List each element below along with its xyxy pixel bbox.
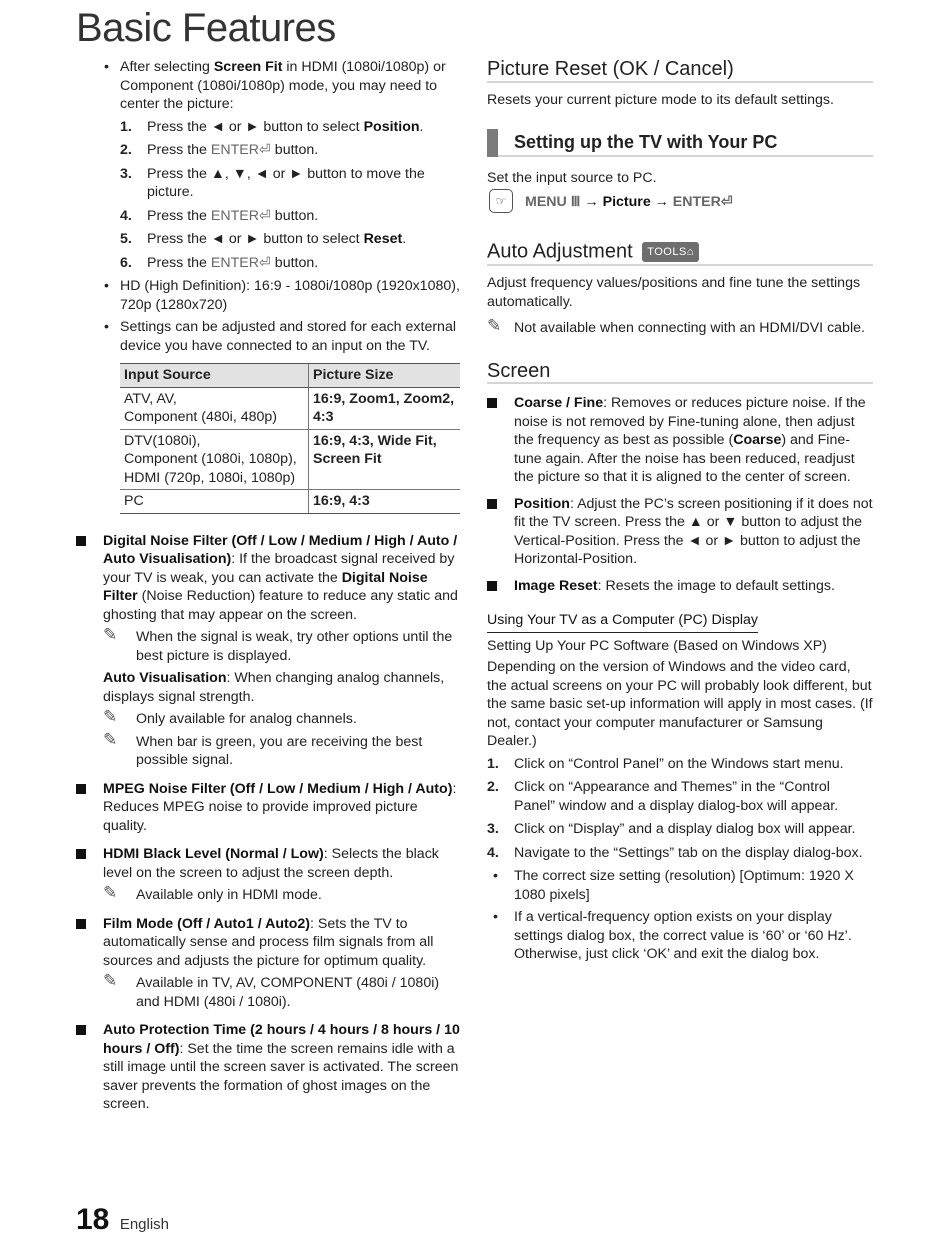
step-text: Press the [147, 207, 211, 224]
step-text: . [419, 118, 424, 135]
hd-bullet: • HD (High Definition): 16:9 - 1080i/1080p (1920x1080), 720p (1280x720) [76, 277, 462, 314]
cell-line: PC [124, 493, 144, 509]
step-item [487, 820, 873, 839]
section-text: : If the broadcast signal received by your TV is weak, you can activate the [103, 551, 455, 586]
note [103, 971, 462, 1011]
digital-noise-filter-section [76, 532, 462, 770]
step-bold: Reset [363, 231, 403, 247]
step-text: Click on “Display” and a display dialog box will appear. [514, 821, 856, 837]
pc-display-paragraph: Depending on the version of Windows and the video card, the actual screens on your PC will probably look different, but the same basic set-up information will apply in most cases. (If not, contact your computer manufacturer or Samsung Dealer.) [487, 659, 873, 749]
table-header-row [120, 364, 460, 388]
note [103, 883, 462, 905]
note-text: Only available for analog channels. [136, 711, 357, 727]
tools-badge: TOOLS⌂ [642, 242, 699, 263]
step-number: 1. [120, 118, 132, 135]
cell-line: Component (1080i, 1080p), [124, 451, 297, 467]
pencil-icon: ✎ [103, 883, 118, 902]
note-text: Available only in HDMI mode. [136, 887, 322, 903]
cell-line: Component (480i, 480p) [124, 409, 278, 425]
step-item [76, 207, 462, 226]
step-number: 2. [120, 142, 132, 158]
table-cell-source [120, 490, 309, 514]
pencil-icon: ✎ [103, 707, 118, 726]
section-text: (Noise Reduction) feature to reduce any static and ghosting that may appear on the screen. [103, 588, 458, 623]
section-title: Position [514, 495, 570, 512]
bold-text: Screen Fit [213, 59, 283, 75]
note-text: When bar is green, you are receiving the best possible signal. [136, 733, 423, 768]
screen-heading: Screen [487, 362, 873, 385]
coarse-fine-section [487, 394, 873, 487]
step-text: Press the [147, 142, 211, 158]
position-section [487, 495, 873, 569]
left-column [76, 58, 462, 1114]
auto-protection-time-section [76, 1021, 462, 1114]
table-row [120, 490, 460, 514]
pc-display-steps [487, 755, 873, 863]
pc-display-line1: Setting Up Your PC Software (Based on Windows XP) [487, 637, 827, 654]
step-text: button. [270, 142, 319, 158]
step-item [76, 230, 462, 249]
step-text: button. [270, 254, 319, 271]
note [103, 729, 462, 770]
film-mode-section [76, 915, 462, 1012]
step-item [487, 844, 873, 863]
section-text: : Selects the black level on the screen to adjust the screen depth. [103, 846, 439, 881]
section-title: HDMI Black Level (Normal / Low) [103, 846, 324, 862]
list-item: • The correct size setting (resolution) [Optimum: 1920 X 1080 pixels] [487, 867, 873, 904]
pencil-icon: ✎ [487, 316, 502, 335]
step-text: Press the [147, 254, 211, 271]
pc-setup-text: Set the input source to PC. [487, 169, 657, 186]
pencil-icon: ✎ [103, 971, 118, 990]
step-item [76, 254, 462, 273]
step-item [76, 165, 462, 202]
note-text: Not available when connecting with an HDMI/DVI cable. [514, 320, 865, 336]
auto-adjustment-text: Adjust frequency values/positions and fine tune the settings automatically. [487, 275, 861, 310]
pc-display-heading: Using Your TV as a Computer (PC) Display [487, 611, 758, 633]
square-bullet-icon [76, 784, 86, 794]
cell-line: HDMI (720p, 1080i, 1080p) [124, 469, 296, 486]
image-reset-section [487, 577, 873, 596]
screen-fit-intro [76, 58, 462, 114]
section-text: : Sets the TV to automatically sense and process film signals from all sources and adjusts the picture for optimum quality. [103, 915, 434, 969]
text: After selecting [120, 59, 214, 75]
step-text: . [402, 231, 407, 247]
step-text: Click on “Control Panel” on the Windows start menu. [514, 755, 844, 772]
section-title: Coarse / Fine [514, 395, 604, 411]
list-item: • If a vertical-frequency option exists on your display settings dialog box, the correct value is ‘60’ or ‘60 Hz’. Otherwise, just click ‘OK’ and exit the dialog box. [487, 908, 873, 964]
step-number: 3. [487, 821, 499, 837]
enter-key-label: ENTER⏎ [210, 207, 271, 224]
auto-adjustment-heading [487, 242, 873, 267]
pencil-icon: ✎ [103, 729, 118, 749]
step-number: 4. [120, 207, 132, 224]
bold-text: Digital Noise Filter [103, 569, 428, 604]
step-number: 2. [487, 779, 499, 795]
mpeg-noise-filter-section [76, 780, 462, 836]
square-bullet-icon [487, 499, 497, 509]
section-text: ) and Fine-tune again. After the noise has been reduced, readjust the picture so that it is aligned to the center of screen. [514, 432, 855, 485]
page-number: 18 [76, 1203, 110, 1236]
info-bullets [76, 277, 462, 355]
menu-label: MENU [525, 194, 567, 210]
settings-bullet: • Settings can be adjusted and stored for each external device you have connected to an input on the TV. [76, 318, 462, 355]
section-text: : Resets the image to default settings. [597, 577, 835, 594]
step-text: Press the ▲, ▼, ◄ or ► button to move the picture. [147, 165, 425, 200]
text: in HDMI (1080i/1080p) or Component (1080i/1080p) mode, you may need to center the picture: [120, 59, 446, 112]
pc-display-bullets [487, 867, 873, 964]
table-cell-size: 16:9, 4:3 [309, 490, 461, 514]
section-title: Digital Noise Filter (Off / Low / Medium / High / Auto / Auto Visualisation) [103, 532, 458, 567]
step-number: 3. [120, 165, 132, 182]
table-cell-size: 16:9, Zoom1, Zoom2, 4:3 [309, 387, 461, 429]
auto-visualisation [103, 669, 462, 706]
hdmi-black-level-section [76, 845, 462, 905]
step-bold: Position [363, 118, 420, 135]
table-row [120, 387, 460, 429]
step-number: 4. [487, 844, 499, 861]
pc-setup-heading: Setting up the TV with Your PC [487, 129, 873, 157]
bold-text: Coarse [733, 432, 782, 448]
step-text: button. [270, 207, 319, 224]
screen-fit-list [76, 58, 462, 114]
table-header: Picture Size [309, 364, 461, 388]
step-number: 5. [120, 231, 132, 247]
table-cell-source [120, 429, 309, 490]
step-item [76, 118, 462, 137]
cell-line: DTV(1080i), [124, 432, 201, 449]
table-header: Input Source [120, 364, 309, 388]
picture-reset-heading: Picture Reset (OK / Cancel) [487, 60, 873, 83]
bold-text: Auto Visualisation [103, 670, 227, 686]
menu-icon: Ⅲ [570, 194, 581, 210]
note [103, 707, 462, 729]
menu-path [487, 193, 873, 212]
step-item [487, 755, 873, 774]
square-bullet-icon [76, 536, 86, 546]
step-item [487, 778, 873, 815]
step-number: 6. [120, 254, 132, 271]
picture-reset-text: Resets your current picture mode to its default settings. [487, 91, 834, 108]
arrow-text: → [650, 194, 673, 210]
note [487, 316, 873, 338]
section-title: Auto Protection Time (2 hours / 4 hours / 8 hours / 10 hours / Off) [103, 1022, 460, 1057]
step-item [76, 141, 462, 160]
step-text: Click on “Appearance and Themes” in the “Control Panel” window and a display dialog-box will appear. [514, 779, 839, 814]
section-text: : Adjust the PC’s screen positioning if it does not fit the TV screen. Press the ▲ or ▼ button to adjust the Vertical-Position. Press the ◄ or ► button to adjust the Horizontal-Position. [514, 495, 873, 567]
section-text: : When changing analog channels, displays signal strength. [103, 670, 445, 705]
screen-fit-steps [76, 118, 462, 273]
page-title: Basic Features [76, 6, 336, 50]
step-text: Press the ◄ or ► button to select [147, 231, 364, 247]
section-text: : Set the time the screen remains idle with a still image until the screen saver is activated. The screen saver prevents the formation of ghost images on the screen. [103, 1040, 459, 1112]
square-bullet-icon [487, 398, 497, 408]
section-text: : Reduces MPEG noise to provide improved picture quality. [103, 780, 457, 834]
arrow-text: → [580, 194, 603, 210]
section-title: Film Mode (Off / Auto1 / Auto2) [103, 915, 311, 932]
table-cell-source [120, 387, 309, 429]
pc-display-heading-wrap [487, 611, 873, 633]
step-number: 1. [487, 755, 499, 772]
section-title: MPEG Noise Filter (Off / Low / Medium / High / Auto) [103, 780, 453, 797]
heading-text: Auto Adjustment [487, 240, 633, 263]
note-text: When the signal is weak, try other options until the best picture is displayed. [136, 629, 453, 664]
step-text: Navigate to the “Settings” tab on the display dialog-box. [514, 844, 863, 861]
pencil-icon: ✎ [103, 625, 118, 644]
hand-icon: ☞ [489, 189, 513, 213]
picture-size-table [120, 363, 460, 514]
square-bullet-icon [76, 1025, 86, 1035]
cell-line: ATV, AV, [124, 390, 177, 407]
enter-key-label: ENTER⏎ [210, 142, 271, 158]
section-title: Image Reset [514, 577, 598, 594]
note-text: Available in TV, AV, COMPONENT (480i / 1080i) and HDMI (480i / 1080i). [136, 975, 440, 1010]
table-cell-size: 16:9, 4:3, Wide Fit, Screen Fit [309, 429, 461, 490]
right-column [487, 60, 873, 968]
square-bullet-icon [76, 849, 86, 859]
picture-label: Picture [602, 194, 651, 210]
square-bullet-icon [76, 919, 86, 929]
section-text: : Removes or reduces picture noise. If the noise is not removed by Fine-tuning alone, then adjust the frequency as best as possible ( [514, 395, 866, 448]
step-text: Press the ◄ or ► button to select [147, 118, 364, 135]
table-row [120, 429, 460, 490]
enter-key-label: ENTER⏎ [210, 254, 271, 271]
page-footer [76, 1203, 169, 1237]
note [103, 625, 462, 665]
square-bullet-icon [487, 581, 497, 591]
page-language: English [119, 1216, 170, 1233]
enter-label: ENTER⏎ [672, 194, 733, 210]
